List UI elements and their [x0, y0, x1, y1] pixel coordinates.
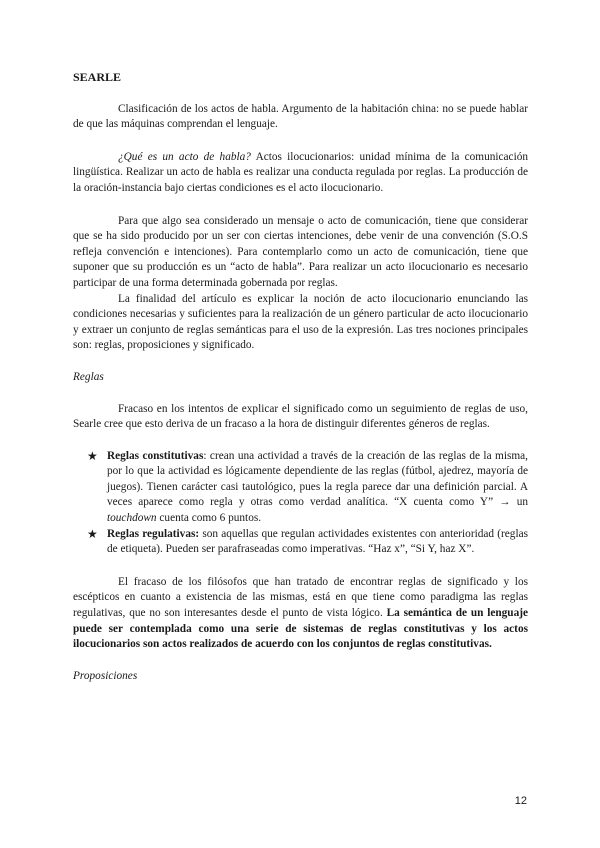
- star-bullet-icon: ★: [87, 448, 98, 463]
- communication-paragraph: Para que algo sea considerado un mensaje o acto de comunicación, tiene que considerar que se ha sido producido por un ser con ciertas intenciones, debe venir de una convención (S.O.S refleja convención e intenciones). Para contemplarlo como un acto de comunicación, tiene que suponer que su producción es un “acto de habla”. Para realizar un acto ilocucionario es necesario participar de una forma determinada gobernada por reglas.: [73, 214, 528, 289]
- rules-intro-paragraph: Fracaso en los intentos de explicar el significado como un seguimiento de reglas de uso, Searle cree que esto deriva de un fracaso a la hora de distinguir diferentes géneros de reglas.: [73, 402, 528, 431]
- conclusion-text: El fracaso de los filósofos que han tratado de encontrar reglas de significado y los escépticos en cuanto a existencia de las mismas, está en que tiene como paradigma las reglas regulativas, que no son interesantes desde el punto de vista lógico.: [73, 575, 528, 620]
- list-item: [87, 526, 528, 558]
- page-title: SEARLE: [73, 70, 122, 84]
- document-body: [73, 70, 528, 700]
- rule-term: Reglas regulativas:: [107, 527, 200, 540]
- conclusion-bold-text: La semántica de un lenguaje puede ser contemplada como una serie de sistemas de reglas constitutivas y los actos ilocucionarios son actos realizados de acuerdo con los conjuntos de reglas constitutivas.: [73, 607, 529, 651]
- purpose-paragraph: La finalidad del artículo es explicar la noción de acto ilocucionario enunciando las condiciones necesarias y suficientes para la realización de un género particular de acto ilocucionario y extraer un conjunto de reglas semánticas para el uso de la expresión. Las tres nociones principales son: reglas, proposiciones y significado.: [73, 292, 528, 352]
- conclusion-paragraph: [73, 575, 528, 653]
- speech-act-question: ¿Qué es un acto de habla?: [118, 150, 251, 163]
- rule-description: son aquellas que regulan actividades existentes con anterioridad (reglas de etiqueta). Pueden ser parafraseadas como imperativas. “Haz x”, “Si Y, haz X”.: [107, 527, 528, 556]
- section-heading-reglas: Reglas: [73, 370, 104, 383]
- intro-paragraph: Clasificación de los actos de habla. Argumento de la habitación china: no se puede hablar de que las máquinas comprendan el lenguaje.: [73, 102, 528, 131]
- speech-act-text: Actos ilocucionarios: unidad mínima de la comunicación lingüística. Realizar un acto de habla es realizar una conducta regulada por reglas. La producción de la oración-instancia bajo ciertas condiciones es el acto ilocucionario.: [73, 150, 529, 194]
- list-item: [87, 448, 528, 527]
- star-bullet-icon: ★: [87, 526, 98, 541]
- rule-description: : crean una actividad a través de la creación de las reglas de la misma, por lo que la actividad es lógicamente dependiente de las reglas (fútbol, ajedrez, mayoría de juegos). Tienen carácter casi tautológico, pues la regla parece dar una definición parcial. A veces aparece como regla y otras como verdad analítica. “X cuenta como Y” → un: [107, 449, 528, 509]
- speech-act-paragraph: [73, 150, 528, 197]
- rule-description-end: cuenta como 6 puntos.: [156, 512, 262, 525]
- page-number: 12: [514, 795, 527, 807]
- section-heading-proposiciones: Proposiciones: [73, 669, 138, 682]
- rule-italic-term: touchdown: [107, 512, 157, 525]
- rules-list: [73, 449, 528, 558]
- rule-term: Reglas constitutivas: [107, 449, 204, 462]
